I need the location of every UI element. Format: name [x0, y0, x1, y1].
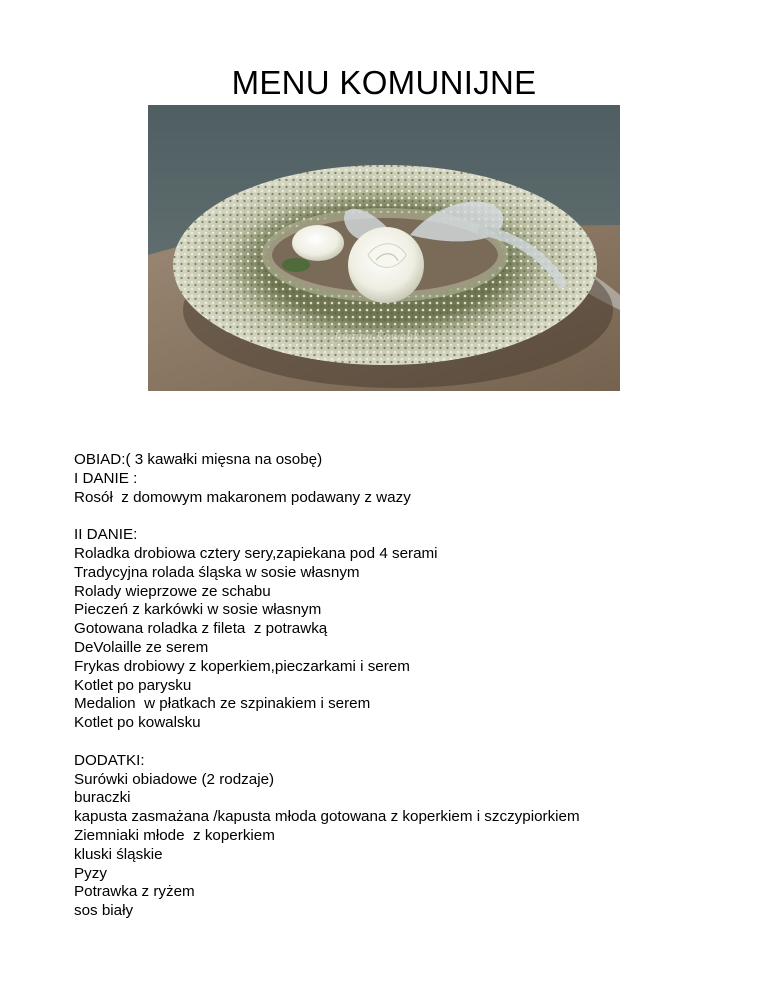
menu-item: Roladka drobiowa cztery sery,zapiekana pod 4 serami [74, 544, 438, 562]
menu-item: Kotlet po parysku [74, 676, 192, 694]
menu-item: Gotowana roladka z fileta z potrawką [74, 620, 328, 638]
menu-item: kapusta zasmażana /kapusta młoda gotowana z koperkiem i szczypiorkiem [74, 808, 580, 826]
menu-item: buraczki [74, 789, 131, 807]
menu-item: Rolady wieprzowe ze schabu [74, 582, 271, 600]
menu-item: Pyzy [74, 864, 107, 882]
menu-section [74, 451, 580, 507]
menu-item: Kotlet po kowalsku [74, 714, 201, 732]
menu-item: Potrawka z ryżem [74, 883, 195, 901]
photo-watermark: Joanna Kowalik [334, 330, 421, 343]
menu-item: DeVolaille ze serem [74, 638, 209, 656]
menu-item: Pieczeń z karkówki w sosie własnym [74, 601, 322, 619]
menu-item: Rosół z domowym makaronem podawany z wazy [74, 488, 411, 506]
menu-section [74, 526, 580, 733]
menu-section [74, 752, 580, 921]
section-heading: OBIAD:( 3 kawałki mięsna na osobę) [74, 451, 323, 468]
menu-title: MENU KOMUNIJNE [231, 64, 537, 101]
menu-item: Ziemniaki młode z koperkiem [74, 826, 275, 844]
menu-item: Frykas drobiowy z koperkiem,pieczarkami i serem [74, 657, 410, 675]
wreath-photo [148, 105, 620, 391]
menu-item: sos biały [74, 902, 134, 920]
menu-item: kluski śląskie [74, 845, 163, 863]
menu-content [74, 451, 580, 940]
rose-large [348, 227, 424, 303]
section-heading: DODATKI: [74, 751, 145, 769]
menu-item: Surówki obiadowe (2 rodzaje) [74, 770, 275, 788]
menu-item: Tradycyjna rolada śląska w sosie własnym [74, 563, 360, 581]
section-heading: II DANIE: [74, 526, 138, 544]
menu-item: Medalion w płatkach ze szpinakiem i serem [74, 695, 371, 713]
menu-item: I DANIE : [74, 469, 138, 487]
